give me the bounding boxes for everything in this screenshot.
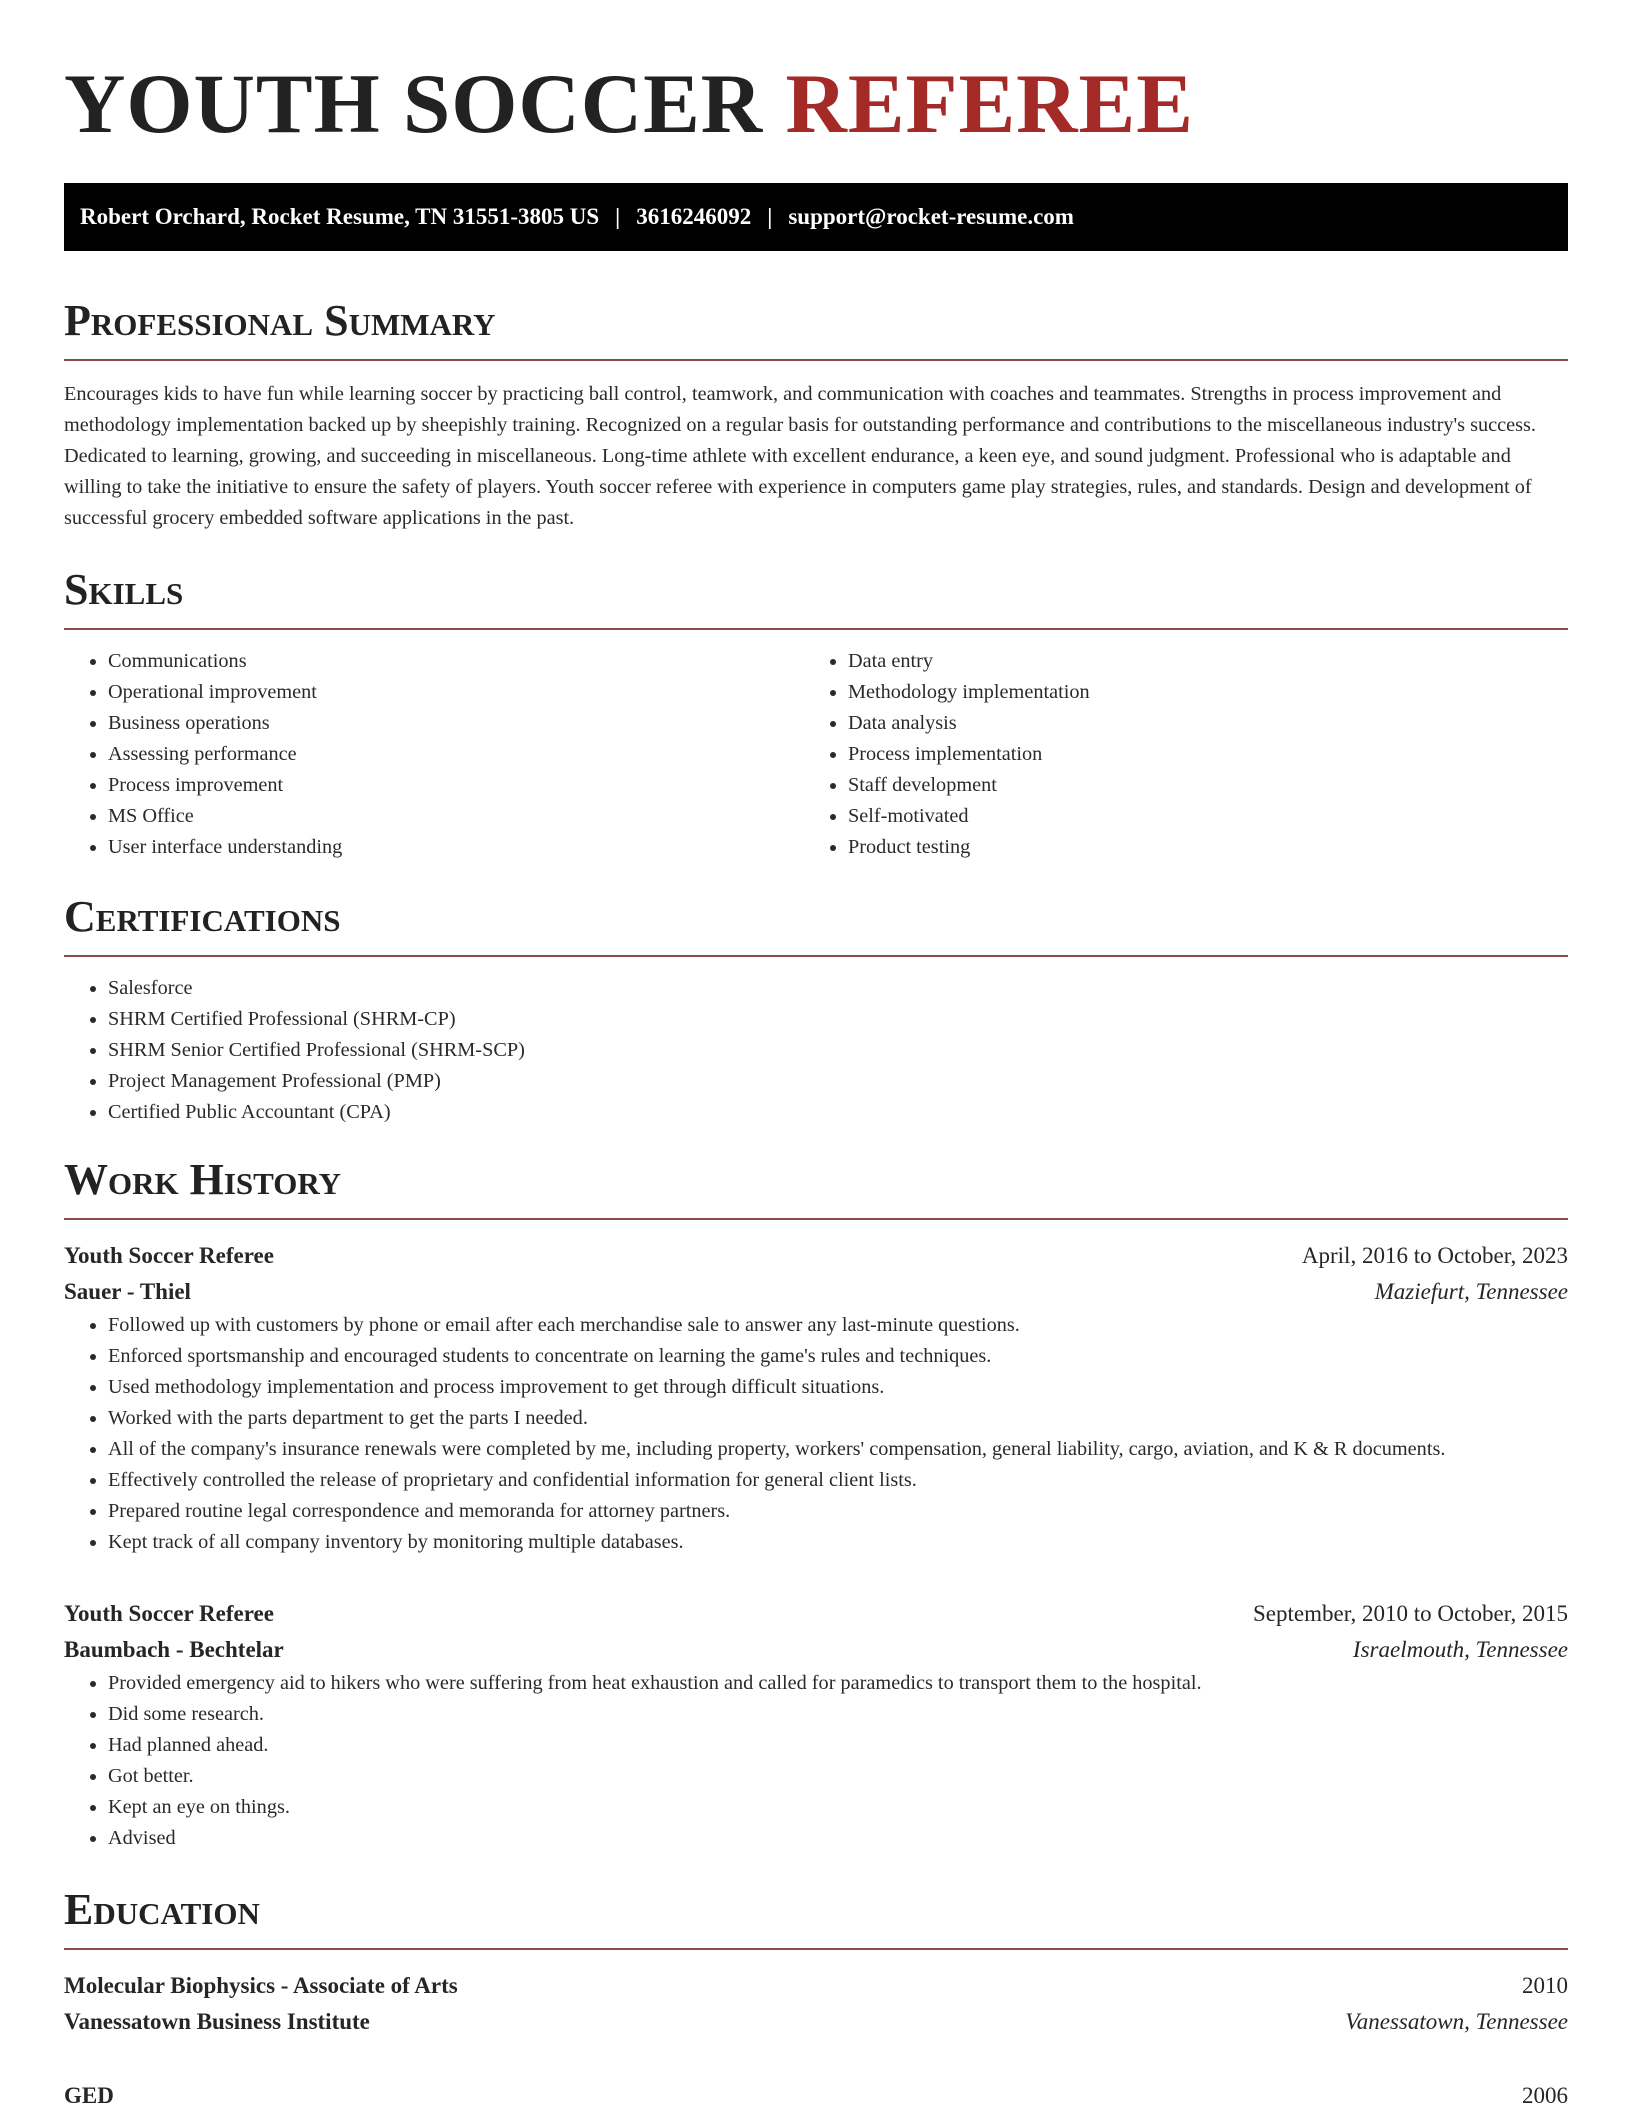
title-accent: REFEREE [785,57,1194,151]
section-divider [64,1948,1568,1950]
skill-item: • Communications [108,646,804,677]
education-heading: Education [64,1885,260,1934]
certifications-list [64,973,1568,1128]
job-location: Maziefurt, Tennessee [1374,1279,1568,1304]
education-year: 2006 [1522,2083,1568,2108]
education-header-row [64,2078,1568,2114]
section-divider [64,1218,1568,1220]
job-bullet: • Kept track of all company inventory by monitoring multiple databases. [108,1527,1568,1558]
skills-columns [64,646,1568,863]
skill-item: • Self-motivated [848,801,1544,832]
job-title: Youth Soccer Referee [64,1243,274,1268]
skill-item: • User interface understanding [108,832,804,863]
education-school: Vanessatown Business Institute [64,2009,370,2034]
section-divider [64,955,1568,957]
skill-item: • Operational improvement [108,677,804,708]
skill-item: • MS Office [108,801,804,832]
contact-bar [64,183,1568,251]
skill-item: • Data entry [848,646,1544,677]
skills-list-right [804,646,1544,863]
skill-item: • Staff development [848,770,1544,801]
contact-separator: | [615,204,621,229]
certifications-heading: Certifications [64,892,341,941]
contact-email[interactable]: support@rocket-resume.com [788,204,1074,229]
job-bullet: • Got better. [108,1761,1568,1792]
education-entry [64,1968,1568,2040]
resume-title [64,0,1568,150]
certification-item: • Certified Public Accountant (CPA) [108,1097,1568,1128]
job-bullet: • Had planned ahead. [108,1730,1568,1761]
job-title: Youth Soccer Referee [64,1601,274,1626]
title-main: YOUTH SOCCER [64,57,786,151]
work-history-section [64,1154,1568,1854]
job-bullet: • Effectively controlled the release of proprietary and confidential information for general client lists. [108,1465,1568,1496]
job-bullet: • Followed up with customers by phone or email after each merchandise sale to answer any last-minute questions. [108,1310,1568,1341]
job-entry [64,1238,1568,1558]
education-year: 2010 [1522,1973,1568,1998]
skills-section [64,564,1568,863]
certification-item: • SHRM Senior Certified Professional (SHRM-SCP) [108,1035,1568,1066]
job-bullet: • Provided emergency aid to hikers who were suffering from heat exhaustion and called for paramedics to transport them to the hospital. [108,1668,1568,1699]
summary-heading: Professional Summary [64,296,496,345]
job-bullets [64,1310,1568,1558]
job-bullets [64,1668,1568,1854]
certifications-section [64,891,1568,1128]
work-history-heading: Work History [64,1155,342,1204]
job-company-row [64,1274,1568,1310]
education-header-row [64,1968,1568,2004]
job-dates: April, 2016 to October, 2023 [1301,1243,1568,1268]
education-location: Vanessatown, Tennessee [1345,2009,1568,2034]
skill-item: • Methodology implementation [848,677,1544,708]
summary-section [64,295,1568,534]
job-company: Baumbach - Bechtelar [64,1637,284,1662]
contact-separator: | [767,204,773,229]
certification-item: • Project Management Professional (PMP) [108,1066,1568,1097]
job-bullet: • Worked with the parts department to get the parts I needed. [108,1403,1568,1434]
job-bullet: • Prepared routine legal correspondence and memoranda for attorney partners. [108,1496,1568,1527]
job-bullet: • Enforced sportsmanship and encouraged students to concentrate on learning the game's rules and techniques. [108,1341,1568,1372]
contact-address: Robert Orchard, Rocket Resume, TN 31551-3805 US [80,204,600,229]
skill-item: • Process improvement [108,770,804,801]
job-header-row [64,1238,1568,1274]
education-degree: GED [64,2083,114,2108]
skill-item: • Data analysis [848,708,1544,739]
job-header-row [64,1596,1568,1632]
job-bullet: • Kept an eye on things. [108,1792,1568,1823]
skills-list-left [64,646,804,863]
certification-item: • SHRM Certified Professional (SHRM-CP) [108,1004,1568,1035]
certification-item: • Salesforce [108,973,1568,1004]
job-location: Israelmouth, Tennessee [1352,1637,1568,1662]
skills-column-left [64,646,804,863]
section-divider [64,628,1568,630]
job-bullet: • Did some research. [108,1699,1568,1730]
summary-text: Encourages kids to have fun while learning soccer by practicing ball control, teamwork, and communication with coaches and teammates. Strengths in process improvement and methodology implementation backed up by sheepishly training. Recognized on a regular basis for outstanding performance and contributions to the miscellaneous industry's success. Dedicated to learning, growing, and succeeding in miscellaneous. Long-time athlete with excellent endurance, a keen eye, and sound judgment. Professional who is adaptable and willing to take the initiative to ensure the safety of players. Youth soccer referee with experience in computers game play strategies, rules, and standards. Design and development of successful grocery embedded software applications in the past. [64,383,1537,529]
skills-heading: Skills [64,565,184,614]
skill-item: • Product testing [848,832,1544,863]
section-divider [64,359,1568,361]
job-dates: September, 2010 to October, 2015 [1253,1601,1568,1626]
skill-item: • Assessing performance [108,739,804,770]
job-company: Sauer - Thiel [64,1279,191,1304]
job-bullet: • Advised [108,1823,1568,1854]
education-entry [64,2078,1568,2114]
job-bullet: • Used methodology implementation and process improvement to get through difficult situations. [108,1372,1568,1403]
job-company-row [64,1632,1568,1668]
skills-column-right [804,646,1544,863]
job-entry [64,1596,1568,1854]
education-section [64,1884,1568,2114]
skill-item: • Process implementation [848,739,1544,770]
skill-item: • Business operations [108,708,804,739]
education-degree: Molecular Biophysics - Associate of Arts [64,1973,458,1998]
contact-phone[interactable]: 3616246092 [636,204,752,229]
job-bullet: • All of the company's insurance renewals were completed by me, including property, workers' compensation, general liability, cargo, aviation, and K & R documents. [108,1434,1568,1465]
education-school-row [64,2004,1568,2040]
